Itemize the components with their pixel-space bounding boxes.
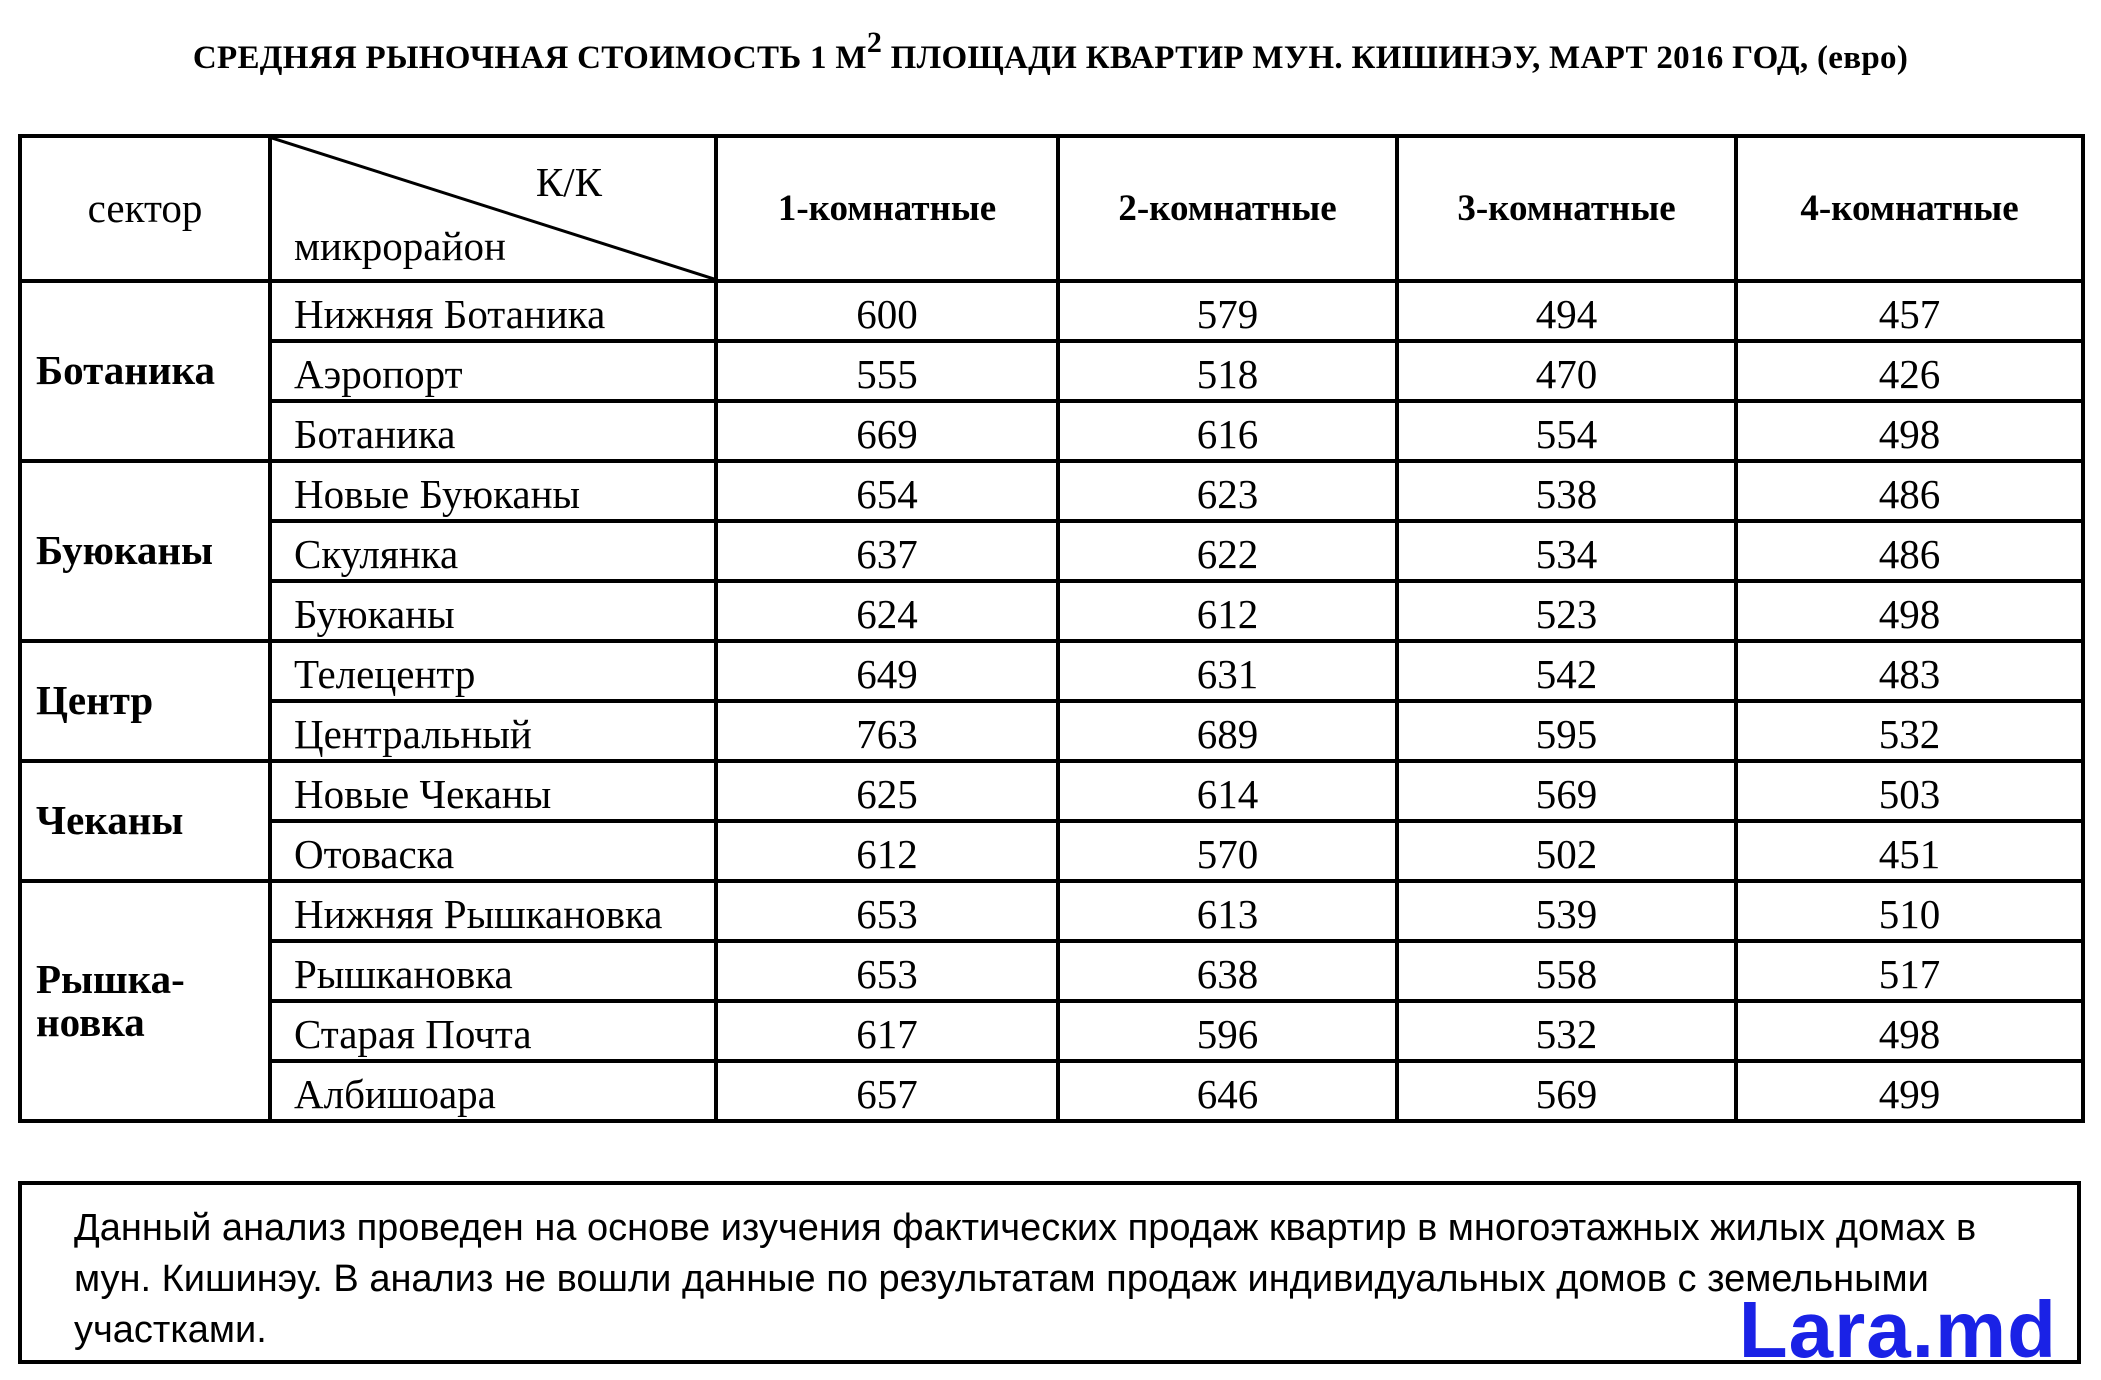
district-name: Отоваска [270,821,716,881]
sector-name: Ботаника [20,281,270,461]
district-name: Скулянка [270,521,716,581]
table-row [20,821,2083,881]
price-cell: 569 [1397,1061,1736,1121]
header-col-4: 4-комнатные [1736,136,2083,281]
price-cell: 499 [1736,1061,2083,1121]
page-title [0,28,2101,88]
price-cell: 763 [716,701,1058,761]
price-cell: 502 [1397,821,1736,881]
district-name: Центральный [270,701,716,761]
price-cell: 426 [1736,341,2083,401]
price-cell: 555 [716,341,1058,401]
table-row [20,941,2083,1001]
price-cell: 538 [1397,461,1736,521]
price-cell: 523 [1397,581,1736,641]
table-row [20,281,2083,341]
price-cell: 612 [716,821,1058,881]
price-table [18,134,2085,1123]
price-cell: 622 [1058,521,1397,581]
price-cell: 654 [716,461,1058,521]
price-cell: 534 [1397,521,1736,581]
district-name: Нижняя Рышкановка [270,881,716,941]
header-col-1: 1-комнатные [716,136,1058,281]
price-cell: 653 [716,881,1058,941]
price-cell: 470 [1397,341,1736,401]
price-cell: 510 [1736,881,2083,941]
header-sector: сектор [20,136,270,281]
header-mikro: микрорайон [294,223,506,269]
price-cell: 596 [1058,1001,1397,1061]
table-row [20,881,2083,941]
price-cell: 498 [1736,581,2083,641]
price-cell: 624 [716,581,1058,641]
price-cell: 623 [1058,461,1397,521]
price-cell: 617 [716,1001,1058,1061]
sector-name: Рышка- новка [20,881,270,1121]
district-name: Новые Буюканы [270,461,716,521]
price-cell: 595 [1397,701,1736,761]
header-row [20,136,2083,281]
price-cell: 486 [1736,461,2083,521]
district-name: Телецентр [270,641,716,701]
price-cell: 616 [1058,401,1397,461]
footer-note-text: Данный анализ проведен на основе изучения фактических продаж квартир в многоэтажных жилых домах в мун. Кишинэу. В анализ не вошли данные по результатам продаж индивидуальных домов с земельными участками. [74,1207,1977,1351]
price-cell: 494 [1397,281,1736,341]
title-superscript: 2 [866,26,883,59]
price-cell: 486 [1736,521,2083,581]
price-cell: 669 [716,401,1058,461]
price-cell: 638 [1058,941,1397,1001]
price-cell: 517 [1736,941,2083,1001]
table-row [20,521,2083,581]
header-col-2: 2-комнатные [1058,136,1397,281]
price-cell: 631 [1058,641,1397,701]
price-cell: 657 [716,1061,1058,1121]
table-row [20,701,2083,761]
price-cell: 612 [1058,581,1397,641]
price-cell: 625 [716,761,1058,821]
price-cell: 646 [1058,1061,1397,1121]
price-cell: 653 [716,941,1058,1001]
district-name: Новые Чеканы [270,761,716,821]
price-cell: 532 [1736,701,2083,761]
title-main: СРЕДНЯЯ РЫНОЧНАЯ СТОИМОСТЬ 1 М [192,40,867,76]
table-row [20,1001,2083,1061]
price-cell: 579 [1058,281,1397,341]
table-row [20,641,2083,701]
lara-logo: Lara.md [1738,1285,2057,1374]
header-diagonal-cell [270,136,716,281]
district-name: Албишоара [270,1061,716,1121]
sector-name: Буюканы [20,461,270,641]
price-cell: 532 [1397,1001,1736,1061]
price-cell: 558 [1397,941,1736,1001]
price-cell: 539 [1397,881,1736,941]
price-cell: 451 [1736,821,2083,881]
title-rest: ПЛОЩАДИ КВАРТИР МУН. КИШИНЭУ, МАРТ 2016 ГОД, (евро) [882,40,1909,76]
price-cell: 554 [1397,401,1736,461]
price-cell: 518 [1058,341,1397,401]
header-col-3: 3-комнатные [1397,136,1736,281]
price-cell: 649 [716,641,1058,701]
sector-name: Чеканы [20,761,270,881]
price-cell: 483 [1736,641,2083,701]
table-row [20,401,2083,461]
district-name: Нижняя Ботаника [270,281,716,341]
price-cell: 614 [1058,761,1397,821]
sector-name: Центр [20,641,270,761]
price-cell: 498 [1736,401,2083,461]
price-cell: 503 [1736,761,2083,821]
price-cell: 569 [1397,761,1736,821]
table-row [20,461,2083,521]
price-cell: 457 [1736,281,2083,341]
price-cell: 613 [1058,881,1397,941]
header-kk: К/К [535,159,602,205]
table-row [20,341,2083,401]
district-name: Ботаника [270,401,716,461]
district-name: Буюканы [270,581,716,641]
price-cell: 570 [1058,821,1397,881]
table-row [20,761,2083,821]
price-cell: 637 [716,521,1058,581]
district-name: Старая Почта [270,1001,716,1061]
price-cell: 498 [1736,1001,2083,1061]
district-name: Аэропорт [270,341,716,401]
table-row [20,1061,2083,1121]
price-cell: 600 [716,281,1058,341]
table-row [20,581,2083,641]
price-cell: 689 [1058,701,1397,761]
table-body [20,281,2083,1121]
district-name: Рышкановка [270,941,716,1001]
price-cell: 542 [1397,641,1736,701]
